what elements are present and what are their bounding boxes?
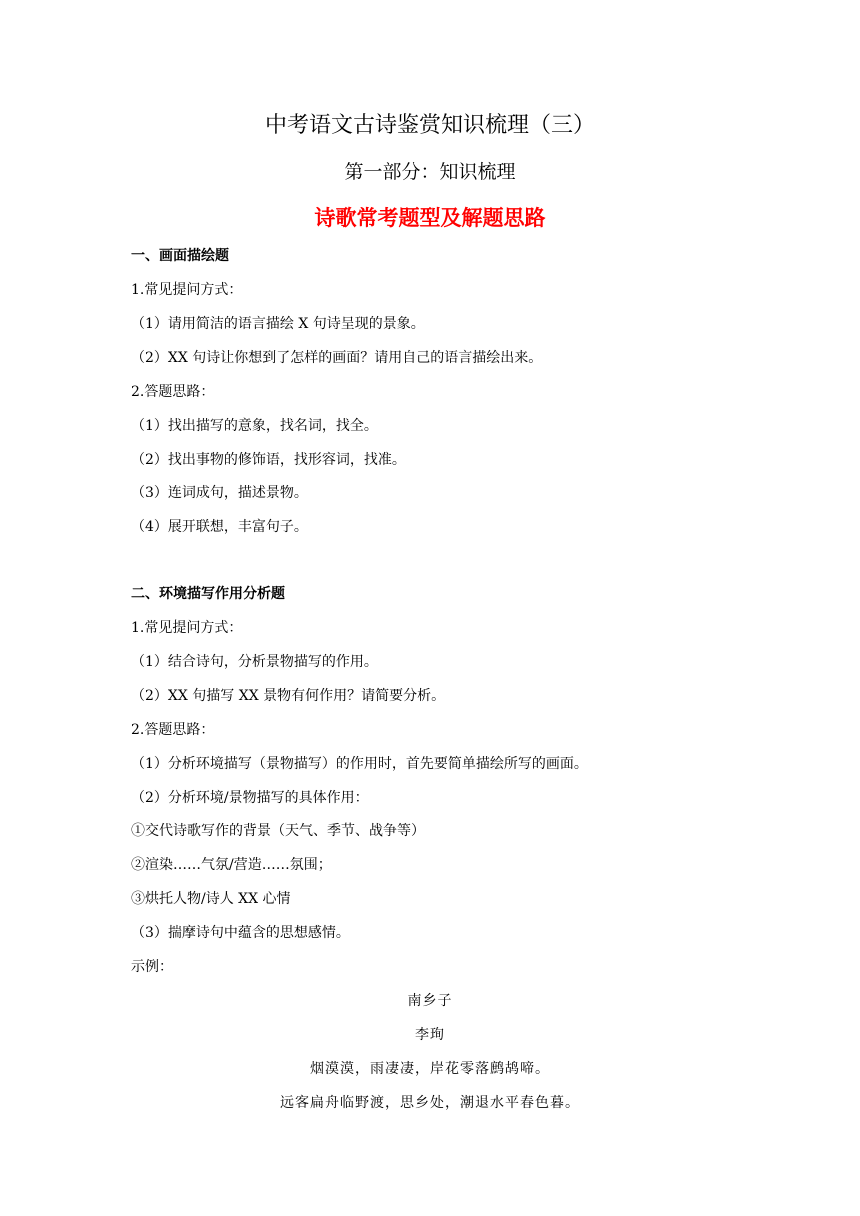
paragraph-line: （2）XX 句诗让你想到了怎样的画面？请用自己的语言描绘出来。 <box>131 350 543 366</box>
poem-line: 远客扁舟临野渡，思乡处，潮退水平春色暮。 <box>280 1095 580 1111</box>
section-heading: 二、环境描写作用分析题 <box>131 586 285 602</box>
paragraph-line: 2.答题思路： <box>131 384 215 400</box>
poem-title: 南乡子 <box>407 993 453 1009</box>
paragraph-line: ①交代诗歌写作的背景（天气、季节、战争等） <box>131 823 425 839</box>
paragraph-line: （4）展开联想，丰富句子。 <box>131 519 308 535</box>
paragraph-line: （2）找出事物的修饰语，找形容词，找准。 <box>131 452 406 468</box>
section-heading: 一、画面描绘题 <box>131 248 229 264</box>
paragraph-line: （1）分析环境描写（景物描写）的作用时，首先要简单描绘所写的画面。 <box>131 756 588 772</box>
paragraph-line: （3）揣摩诗句中蕴含的思想感情。 <box>131 925 350 941</box>
topic-heading: 诗歌常考题型及解题思路 <box>314 206 546 230</box>
paragraph-line: （2）分析环境/景物描写的具体作用： <box>131 790 369 806</box>
part-subtitle: 第一部分：知识梳理 <box>344 161 516 183</box>
paragraph-line: 示例： <box>131 959 173 975</box>
document-title: 中考语文古诗鉴赏知识梳理（三） <box>264 113 595 138</box>
paragraph-line: （2）XX 句描写 XX 景物有何作用？请简要分析。 <box>131 688 446 704</box>
paragraph-line: ②渲染……气氛/营造……氛围； <box>131 857 332 873</box>
poem-author: 李珣 <box>415 1027 445 1043</box>
paragraph-line: （1）请用简洁的语言描绘 X 句诗呈现的景象。 <box>131 316 425 332</box>
paragraph-line: （1）找出描写的意象，找名词，找全。 <box>131 418 378 434</box>
paragraph-line: （1）结合诗句，分析景物描写的作用。 <box>131 654 378 670</box>
poem-line: 烟漠漠，雨凄凄，岸花零落鹧鸪啼。 <box>310 1061 550 1077</box>
paragraph-line: 2.答题思路： <box>131 722 215 738</box>
paragraph-line: ③烘托人物/诗人 XX 心情 <box>131 891 291 907</box>
paragraph-line: 1.常见提问方式： <box>131 282 243 298</box>
paragraph-line: 1.常见提问方式： <box>131 620 243 636</box>
paragraph-line: （3）连词成句，描述景物。 <box>131 485 308 501</box>
